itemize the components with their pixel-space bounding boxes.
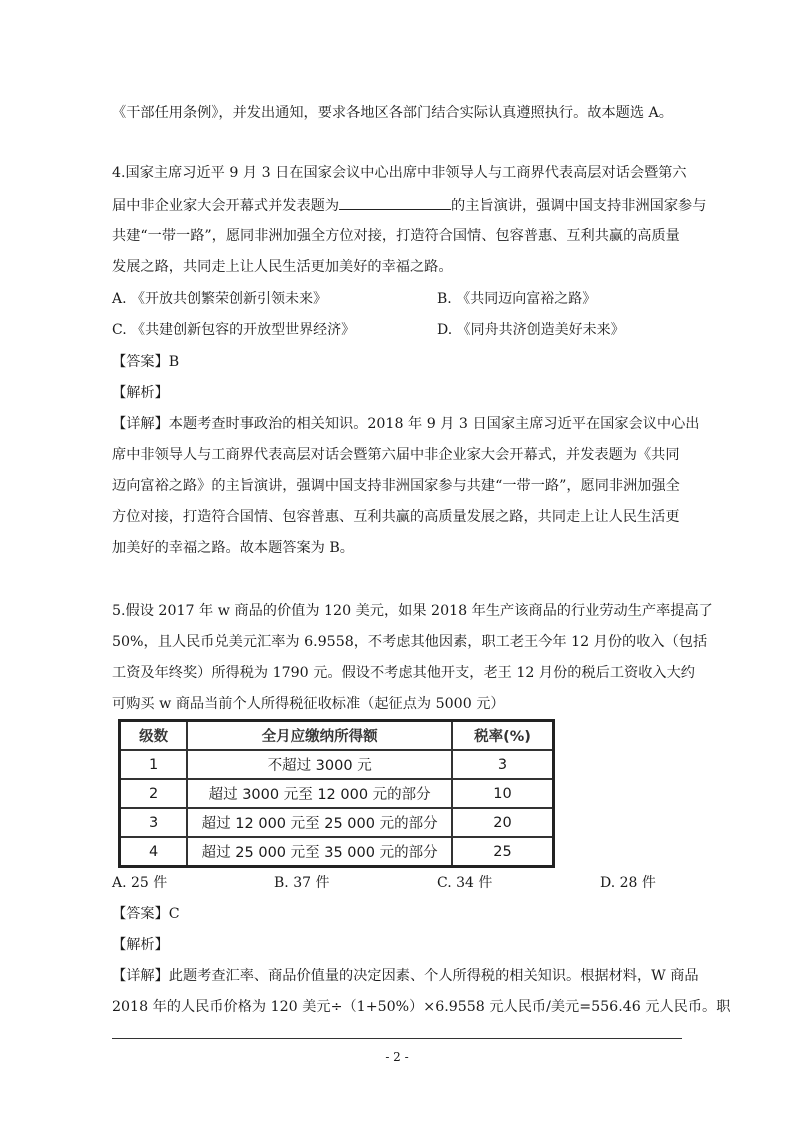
cell-level: 2 <box>120 779 188 808</box>
header-income: 全月应缴纳所得额 <box>187 721 452 751</box>
table-row <box>120 808 554 837</box>
table-row <box>120 779 554 808</box>
q5-detail-line-1: 【详解】此题考查汇率、商品价值量的决定因素、个人所得税的相关知识。根据材料，W 商品 <box>112 968 699 984</box>
q4-detail-line-4: 方位对接，打造符合国情、包容普惠、互利共赢的高质量发展之路，共同走上让人民生活更 <box>112 509 680 525</box>
cell-level: 4 <box>120 837 188 867</box>
q4-stem-line-4: 发展之路，共同走上让人民生活更加美好的幸福之路。 <box>112 259 453 275</box>
q5-stem-line-4: 可购买 w 商品当前个人所得税征收标准（起征点为 5000 元） <box>112 696 505 712</box>
line-intro: 《干部任用条例》，并发出通知，要求各地区各部门结合实际认真遵照执行。故本题选 A。 <box>112 105 673 121</box>
header-rate: 税率(%) <box>452 721 553 751</box>
q5-answer: 【答案】C <box>112 906 180 922</box>
table-row <box>120 750 554 779</box>
q4-detail-line-1: 【详解】本题考查时事政治的相关知识。2018 年 9 月 3 日国家主席习近平在国家会议中心出 <box>112 416 700 432</box>
cell-rate: 25 <box>452 837 553 867</box>
q4-detail-line-5: 加美好的幸福之路。故本题答案为 B。 <box>112 540 354 556</box>
q4-option-b: B. 《共同迈向富裕之路》 <box>437 291 597 307</box>
q5-stem-line-1: 5.假设 2017 年 w 商品的价值为 120 美元，如果 2018 年生产该商品的行业劳动生产率提高了 <box>112 603 713 619</box>
header-level: 级数 <box>120 721 188 751</box>
cell-income: 不超过 3000 元 <box>187 750 452 779</box>
q4-detail-line-2: 席中非领导人与工商界代表高层对话会暨第六届中非企业家大会开幕式，并发表题为《共同 <box>112 447 680 463</box>
q4-option-c: C. 《共建创新包容的开放型世界经济》 <box>112 322 356 338</box>
page-number: - 2 - <box>385 1050 409 1064</box>
q4-detail-line-3: 迈向富裕之路》的主旨演讲，强调中国支持非洲国家参与共建“一带一路”，愿同非洲加强全 <box>112 478 680 494</box>
q4-option-a: A. 《开放共创繁荣创新引领未来》 <box>112 291 328 307</box>
cell-income: 超过 12 000 元至 25 000 元的部分 <box>187 808 452 837</box>
q5-option-c: C. 34 件 <box>437 875 493 891</box>
q4-analysis-heading: 【解析】 <box>112 385 169 401</box>
q4-stem-line-2-b: 的主旨演讲，强调中国支持非洲国家参与 <box>451 198 707 214</box>
cell-rate: 20 <box>452 808 553 837</box>
q5-stem-line-3: 工资及年终奖）所得税为 1790 元。假设不考虑其他开支，老王 12 月份的税后工资收入大约 <box>112 665 695 681</box>
q5-option-a: A. 25 件 <box>112 875 168 891</box>
tax-rate-table <box>118 719 555 868</box>
q5-stem-line-2: 50%，且人民币兑美元汇率为 6.9558，不考虑其他因素，职工老王今年 12 月份的收入（包括 <box>112 634 708 650</box>
table-header-row <box>120 721 554 751</box>
q5-option-d: D. 28 件 <box>600 875 656 891</box>
cell-income: 超过 25 000 元至 35 000 元的部分 <box>187 837 452 867</box>
q4-answer: 【答案】B <box>112 354 180 370</box>
q5-option-b: B. 37 件 <box>274 875 330 891</box>
q4-stem-line-1: 4.国家主席习近平 9 月 3 日在国家会议中心出席中非领导人与工商界代表高层对话会暨第六 <box>112 165 687 181</box>
cell-level: 3 <box>120 808 188 837</box>
q5-analysis-heading: 【解析】 <box>112 937 169 953</box>
q5-detail-line-2: 2018 年的人民币价格为 120 美元÷（1+50%）×6.9558 元人民币/美元=556.46 元人民币。职 <box>112 999 731 1015</box>
q4-option-d: D. 《同舟共济创造美好未来》 <box>437 322 625 338</box>
table-row <box>120 837 554 867</box>
answer-blank <box>339 195 451 210</box>
cell-rate: 10 <box>452 779 553 808</box>
cell-rate: 3 <box>452 750 553 779</box>
q4-stem-line-3: 共建“一带一路”，愿同非洲加强全方位对接，打造符合国情、包容普惠、互利共赢的高质量 <box>112 228 680 244</box>
cell-level: 1 <box>120 750 188 779</box>
footer-rule <box>112 1038 682 1039</box>
q4-stem-line-2 <box>112 195 706 216</box>
q4-stem-line-2-a: 届中非企业家大会开幕式并发表题为 <box>112 198 340 214</box>
cell-income: 超过 3000 元至 12 000 元的部分 <box>187 779 452 808</box>
